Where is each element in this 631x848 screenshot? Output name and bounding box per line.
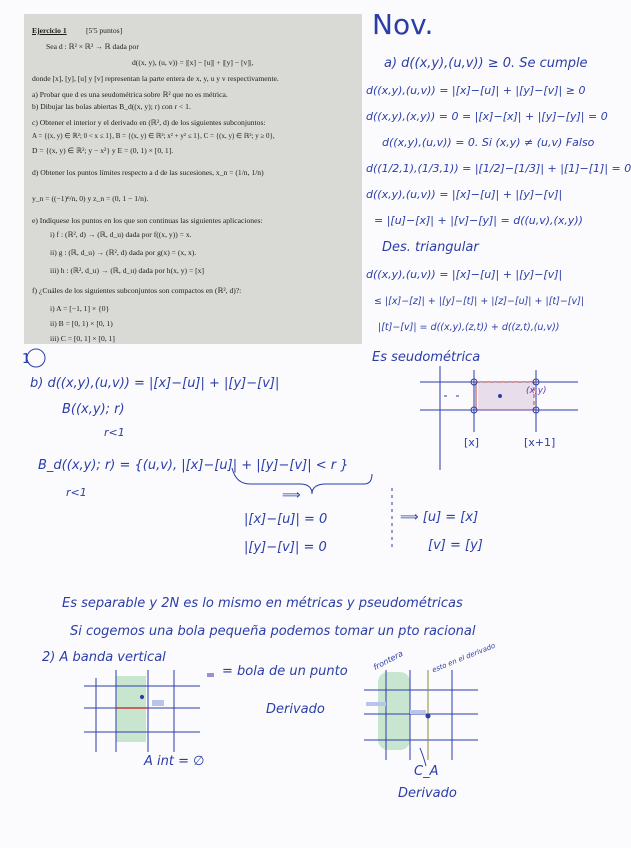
implies-arrow: ⟹ (282, 488, 301, 503)
exercise-title: Ejercicio 1 (32, 26, 67, 35)
exercise-line: ii) g : (ℝ, d_u) → (ℝ², d) dada por g(x) = (x, x). (50, 248, 197, 257)
point-label: (x,y) (526, 386, 547, 396)
band-diagram (84, 670, 200, 752)
note-line: Derivado (266, 702, 325, 717)
exercise-line: f) ¿Cuáles de los siguientes subconjuntos son compactos en (ℝ², d)?: (32, 286, 242, 295)
exercise-line: iii) C = [0, 1] × [0, 1] (50, 334, 115, 343)
exercise-line: c) Obtener el interior y el derivado en (ℝ², d) de los siguientes subconjuntos: (32, 118, 266, 127)
note-line: d((x,y),(u,v)) = |[x]−[u]| + |[y]−[v]| ≥ 0 (366, 84, 586, 97)
note-line: |[y]−[v]| = 0 (244, 540, 327, 555)
exercise-line: b) Dibujar las bolas abiertas B_d((x, y); r) con r < 1. (32, 102, 191, 111)
exercise-line: A = {(x, y) ∈ ℝ²; 0 < x ≤ 1}, B = {(x, y) ∈ ℝ²; x² + y² ≤ 1}, C = {(x, y) ∈ ℝ²; y ≥ 0}, (32, 132, 275, 140)
exercise-line: e) Indíquese los puntos en los que son continuas las siguientes aplicaciones: (32, 216, 263, 225)
note-label: frontera (371, 648, 405, 673)
exercise-line: d) Obtener los puntos límites respecto a d de las sucesiones, x_n = (1/n, 1/n) (32, 168, 264, 177)
note-line: = |[u]−[x]| + |[v]−[y]| = d((u,v),(x,y)) (374, 214, 583, 227)
note-line: Es seudométrica (372, 350, 481, 365)
note-line: Es separable y 2N es lo mismo en métricas y pseudométricas (62, 596, 463, 611)
exercise-line: d((x, y), (u, v)) = |[x] − [u]| + |[y] − [v]|, (132, 58, 254, 67)
note-line: [v] = [y] (428, 538, 483, 553)
exercise-line: y_n = ((−1)ⁿ/n, 0) y z_n = (0, 1 − 1/n). (32, 194, 149, 203)
note-line: a) d((x,y),(u,v)) ≥ 0. Se cumple (384, 56, 588, 71)
note-line: r<1 (66, 486, 87, 499)
note-line: d((x,y),(u,v)) = |[x]−[u]| + |[y]−[v]| (366, 268, 563, 281)
note-line: B((x,y); r) (62, 402, 125, 417)
note-line: ≤ |[x]−[z]| + |[y]−[t]| + |[z]−[u]| + |[t]−[v]| (374, 296, 585, 307)
note-line: Des. triangular (382, 240, 479, 255)
note-line: 2) A banda vertical (42, 650, 166, 665)
legend-swatch (207, 673, 214, 677)
note-line: d((x,y),(u,v)) = 0. Si (x,y) ≠ (u,v) Falso (382, 136, 595, 149)
exercise-line: donde [x], [y], [u] y [v] representan la parte entera de x, y, u y v respectivamente. (32, 74, 279, 83)
exercise-line: a) Probar que d es una seudométrica sobre ℝ² que no es métrica. (32, 90, 228, 99)
exercise-line: D = {(x, y) ∈ ℝ²; y − x²} y E = (0, 1) × [0, 1]. (32, 146, 174, 155)
note-line: ⟹ [u] = [x] (400, 510, 479, 525)
note-line: d((x,y),(u,v)) = |[x]−[u]| + |[y]−[v]| (366, 188, 563, 201)
note-line: A int = ∅ (144, 754, 205, 769)
note-line: r<1 (104, 426, 125, 439)
item-number: 1 (22, 352, 31, 367)
note-label: esto en el derivado (430, 641, 497, 675)
axis-label-x1: [x+1] (524, 436, 556, 449)
note-line: B_d((x,y); r) = {(u,v), |[x]−[u]| + |[y]−[v]| < r } (38, 458, 349, 473)
note-line: C_A (414, 764, 439, 779)
exercise-line: i) A = [−1, 1] × {0} (50, 304, 110, 313)
note-line: d((1/2,1),(1/3,1)) = |[1/2]−[1/3]| + |[1]−[1]| = 0 (366, 162, 631, 175)
exercise-line: ii) B = [0, 1) × [0, 1) (50, 319, 113, 328)
exercise-line: i) f : (ℝ², d) → (ℝ, d_u) dada por f((x, y)) = x. (50, 230, 192, 239)
note-line: |[x]−[u]| = 0 (244, 512, 328, 527)
exercise-line: Sea d : ℝ² × ℝ² → ℝ dada por (46, 42, 139, 51)
note-line: = bola de un punto (222, 664, 348, 679)
exercise-points: [5'5 puntos] (86, 26, 123, 35)
note-line: Si cogemos una bola pequeña podemos tomar un pto racional (70, 624, 476, 639)
note-line: |[t]−[v]| = d((x,y),(z,t)) + d((z,t),(u,v)) (378, 322, 560, 333)
note-line: Derivado (398, 786, 457, 801)
exercise-line: iii) h : (ℝ², d_u) → (ℝ, d_u) dada por h(x, y) = [x] (50, 266, 204, 275)
derived-diagram (364, 670, 478, 766)
note-line: d((x,y),(x,y)) = 0 = |[x]−[x]| + |[y]−[y]| = 0 (366, 110, 608, 123)
notes-heading: Nov. (372, 8, 434, 41)
note-line: b) d((x,y),(u,v)) = |[x]−[u]| + |[y]−[v]| (30, 376, 280, 391)
axis-label-x: [x] (464, 436, 480, 449)
ball-diagram (420, 366, 578, 470)
